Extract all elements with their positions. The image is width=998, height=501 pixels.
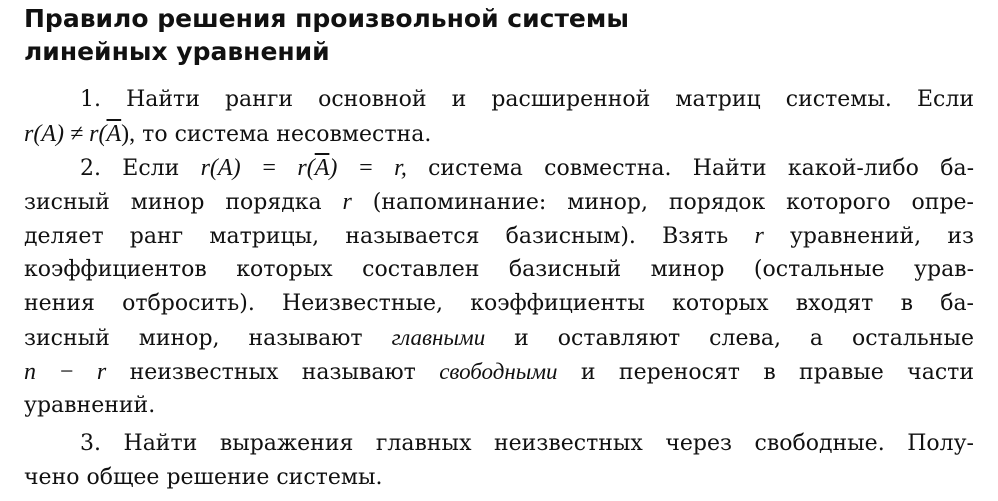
text-part: и оставляют слева, а остальные: [485, 326, 974, 351]
paragraph-2-line-7: [24, 355, 974, 389]
formula-part: r(A) ≠ r(: [24, 121, 107, 147]
text-part: зисный минор, называют: [24, 326, 392, 351]
paragraph-2-line-2: [24, 185, 974, 219]
paragraph-2-line-5: [24, 287, 974, 321]
formula-part: r: [342, 189, 352, 215]
formula-part: ) = r,: [329, 155, 407, 181]
formula-part: r: [754, 223, 764, 249]
paragraph-2-line-6: [24, 321, 974, 355]
paragraph-2-line-1: [24, 151, 974, 185]
formula-part: $\overline{A}$: [314, 155, 330, 181]
paragraph-1-text-1: 1. Найти ранги основной и расширенной матриц системы. Если: [80, 87, 974, 112]
formula-part: ),: [121, 121, 136, 147]
emphasis-free-unknowns: свободными: [439, 359, 558, 384]
emphasis-main-unknowns: главными: [391, 325, 486, 350]
paragraph-2-line-8: [24, 389, 974, 423]
text-part: зисный минор порядка: [24, 190, 343, 215]
rank-inequality-formula: [24, 121, 121, 147]
text-part: 3. Найти выражения главных неизвестных через свободные. Полу-: [80, 431, 974, 456]
paragraph-1-line-2: [24, 117, 974, 151]
text-part: уравнений, из: [763, 224, 974, 249]
paragraph-1-line-1: [24, 83, 974, 117]
text-part: деляет ранг матрицы, называется базисным). Взять: [24, 224, 755, 249]
text-part: и переносят в правые части: [557, 360, 974, 385]
paragraph-1-text-2: то система несовместна.: [135, 122, 432, 147]
paragraph-2-line-4: [24, 253, 974, 287]
paragraph-2-line-3: [24, 219, 974, 253]
text-part: неизвестных называют: [106, 360, 440, 385]
text-part: коэффициентов которых составлен базисный минор (остальные урав-: [24, 257, 974, 282]
text-part: (напоминание: минор, порядок которого опре-: [351, 190, 974, 215]
formula-part: n − r: [24, 359, 107, 385]
heading-line-1: Правило решения произвольной системы: [24, 4, 629, 33]
section-heading: [24, 2, 724, 68]
rank-equality-formula: [201, 155, 407, 181]
formula-part: r(A) = r(: [200, 155, 315, 181]
paragraph-3-line-2: [24, 461, 974, 495]
text-part: система совместна. Найти какой-либо ба-: [406, 156, 975, 181]
formula-part: $\overline{A}$: [106, 121, 122, 147]
heading-line-2: линейных уравнений: [24, 37, 330, 66]
text-part: чено общее решение системы.: [24, 465, 383, 490]
text-part: 2. Если: [80, 156, 201, 181]
text-part: нения отбросить). Неизвестные, коэффициенты которых входят в ба-: [24, 291, 974, 316]
paragraph-3-line-1: [24, 427, 974, 461]
text-part: уравнений.: [24, 393, 156, 418]
